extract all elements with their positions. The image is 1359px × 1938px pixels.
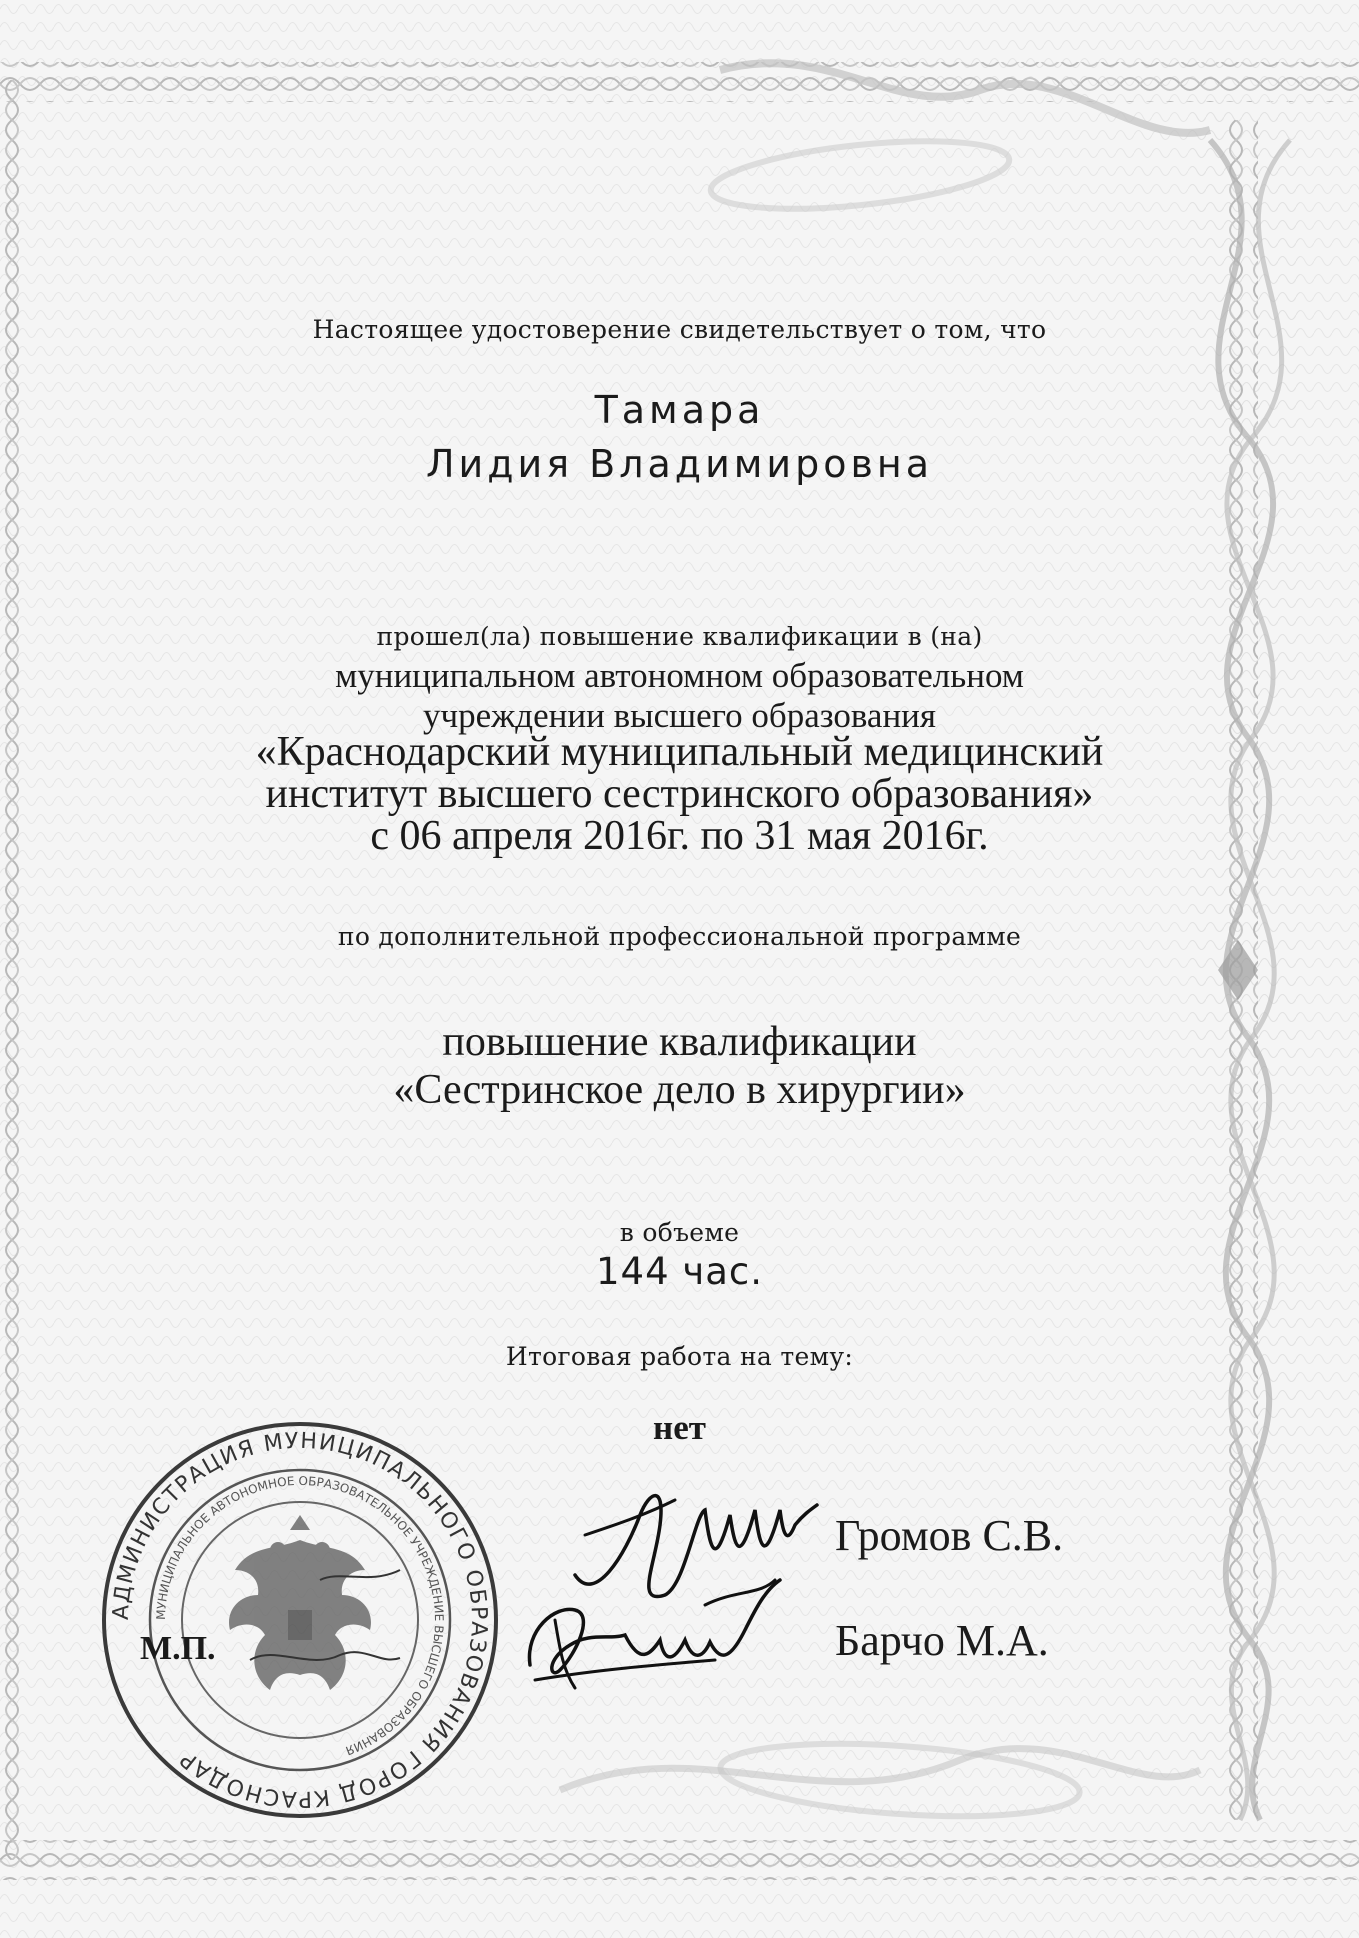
seal-mp-label: М.П. xyxy=(140,1630,216,1667)
program-name: «Сестринское дело в хирургии» xyxy=(393,1067,966,1113)
program-intro: по дополнительной профессиональной программе xyxy=(337,922,1022,951)
final-work-value: нет xyxy=(653,1408,706,1447)
signer-1-name: Громов С.В. xyxy=(835,1511,1064,1560)
volume-label: в объеме xyxy=(619,1218,740,1247)
seal-inner-text: МУНИЦИПАЛЬНОЕ АВТОНОМНОЕ ОБРАЗОВАТЕЛЬНОЕ УЧРЕЖДЕНИЕ ВЫСШЕГО ОБРАЗОВАНИЯ xyxy=(153,1473,447,1758)
eagle-emblem-icon xyxy=(229,1515,371,1690)
holder-first-name: Тамара xyxy=(594,388,765,432)
signature-barcho xyxy=(515,1570,795,1710)
program-type: повышение квалификации xyxy=(442,1019,917,1065)
institution-line-1: муниципальном автономном образовательном xyxy=(335,656,1024,695)
completed-text: прошел(ла) повышение квалификации в (на) xyxy=(376,622,983,651)
intro-text: Настоящее удостоверение свидетельствует о том, что xyxy=(312,315,1047,344)
institution-line-3: «Краснодарский муниципальный медицинский xyxy=(255,729,1104,775)
holder-name-rest: Лидия Владимировна xyxy=(425,442,934,486)
institution-line-2: учреждении высшего образования xyxy=(422,696,937,735)
final-work-label: Итоговая работа на тему: xyxy=(505,1342,854,1371)
official-seal xyxy=(100,1420,500,1820)
signer-2-name: Барчо М.А. xyxy=(835,1616,1049,1665)
volume-value: 144 час. xyxy=(595,1250,764,1293)
institution-line-4: институт высшего сестринского образования» xyxy=(265,771,1094,817)
seal-outer-text: АДМИНИСТРАЦИЯ МУНИЦИПАЛЬНОГО ОБРАЗОВАНИЯ ГОРОД КРАСНОДАР xyxy=(108,1428,492,1812)
study-period: с 06 апреля 2016г. по 31 мая 2016г. xyxy=(370,813,989,859)
